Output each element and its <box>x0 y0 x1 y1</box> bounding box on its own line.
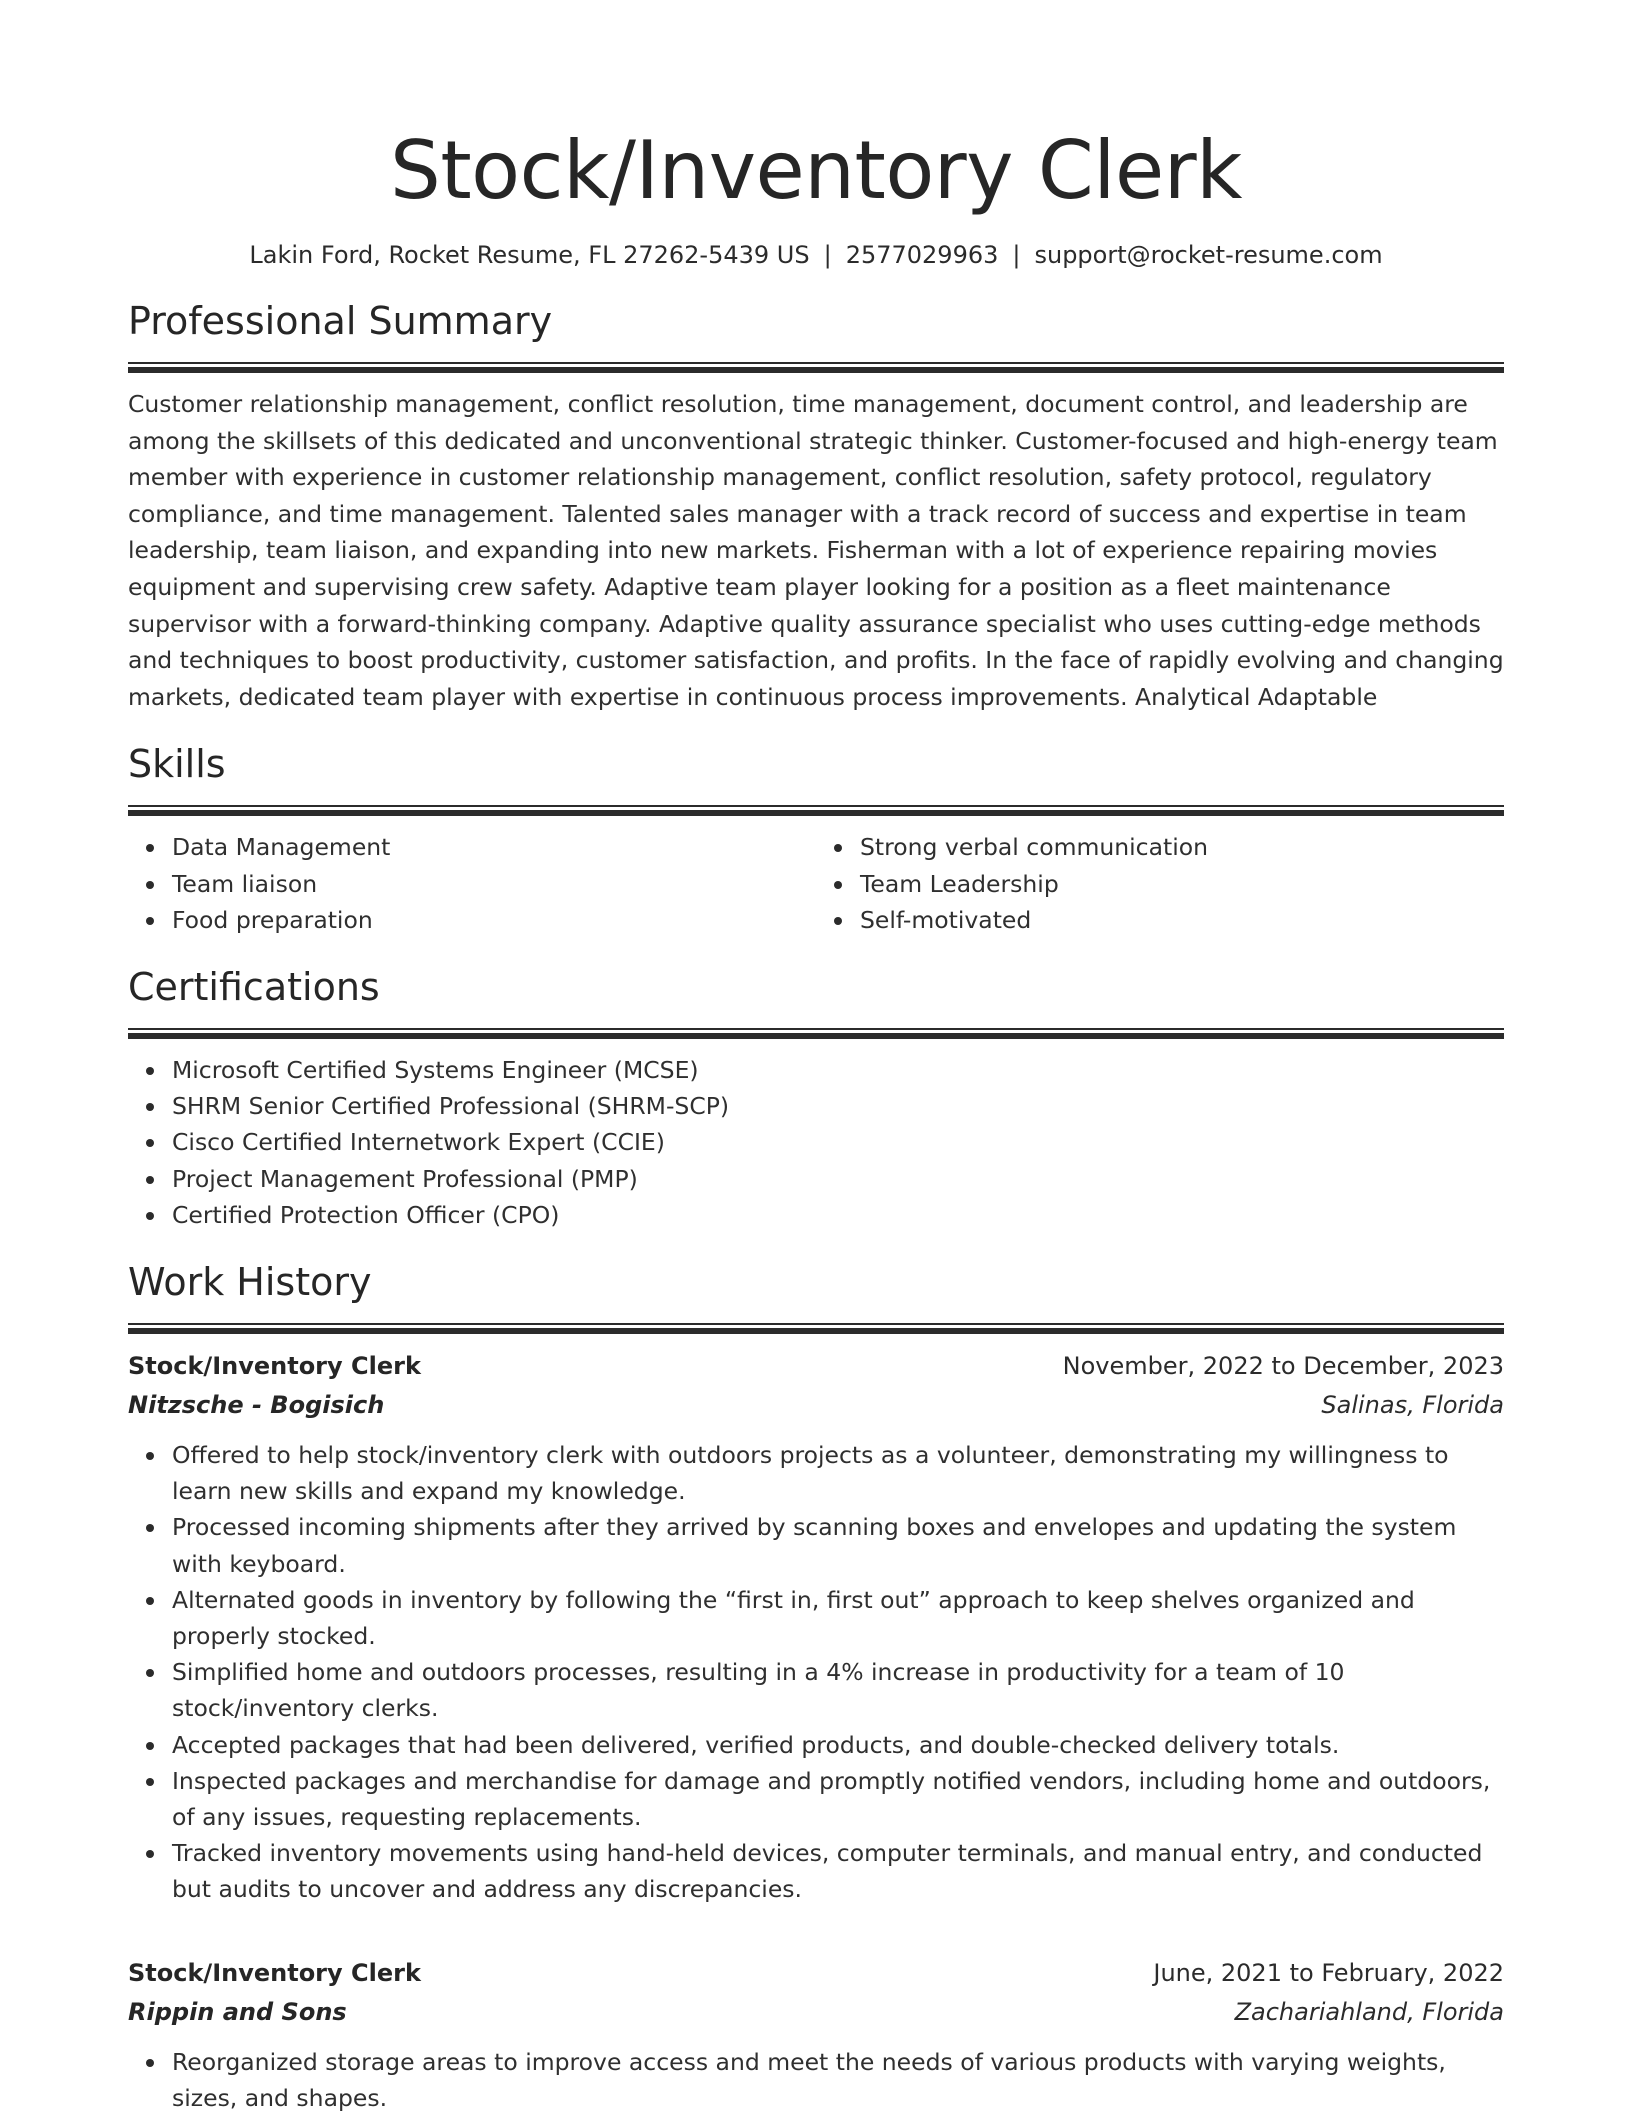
skill-item: Food preparation <box>172 902 816 938</box>
contact-separator: | <box>1012 241 1021 269</box>
section-title-work-history: Work History <box>128 1259 372 1304</box>
skill-item: Self-motivated <box>860 902 1504 938</box>
skill-item: Team liaison <box>172 866 816 902</box>
summary-text: Customer relationship management, conflict resolution, time management, document control, and leadership are among the skillsets of this dedicated and unconventional strategic thinker. Customer-focused and high-energy team member with experience in customer relationship management, conflict resolution, safety protocol, regulatory compliance, and time management. Talented sales manager with a track record of success and expertise in team leadership, team liaison, and expanding into new markets. Fisherman with a lot of experience repairing movies equipment and supervising crew safety. Adaptive team player looking for a position as a fleet maintenance supervisor with a forward-thinking company. Adaptive quality assurance specialist who uses cutting-edge methods and techniques to boost productivity, customer satisfaction, and profits. In the face of rapidly evolving and changing markets, dedicated team player with expertise in continuous process improvements. Analytical Adaptable <box>128 390 1504 711</box>
job-duties-list <box>128 2044 1504 2116</box>
job-duty-item: Processed incoming shipments after they arrived by scanning boxes and envelopes and updating the system with keyboard. <box>172 1509 1504 1581</box>
section-divider <box>128 1323 1504 1333</box>
job-duty-item: Reorganized storage areas to improve access and meet the needs of various products with varying weights, sizes, and shapes. <box>172 2044 1504 2116</box>
resume-title: Stock/Inventory Clerk <box>390 124 1242 217</box>
job-duty-item: Simplified home and outdoors processes, resulting in a 4% increase in productivity for a team of 10 stock/inventory clerks. <box>172 1654 1504 1726</box>
job-subheader-row <box>128 1992 1504 2032</box>
job-dates: June, 2021 to February, 2022 <box>1153 1958 1504 1987</box>
section-title-summary: Professional Summary <box>128 299 553 343</box>
section-work-history <box>128 1257 1504 2116</box>
job-header-row <box>128 1347 1504 1385</box>
contact-phone: 2577029963 <box>845 241 999 269</box>
job-title: Stock/Inventory Clerk <box>128 1958 421 1987</box>
job-title: Stock/Inventory Clerk <box>128 1351 421 1380</box>
job-duty-item: Tracked inventory movements using hand-held devices, computer terminals, and manual entry, and conducted but audits to uncover and address any discrepancies. <box>172 1835 1504 1907</box>
section-divider <box>128 805 1504 815</box>
section-title-skills: Skills <box>128 742 226 787</box>
job-location: Zachariahland, Florida <box>1234 1997 1504 2026</box>
skill-item: Team Leadership <box>860 866 1504 902</box>
contact-separator: | <box>823 241 832 269</box>
section-professional-summary <box>128 296 1504 715</box>
certification-item: SHRM Senior Certified Professional (SHRM-SCP) <box>172 1088 1504 1124</box>
section-skills <box>128 739 1504 938</box>
job-dates: November, 2022 to December, 2023 <box>1062 1351 1504 1380</box>
job-duty-item: Inspected packages and merchandise for damage and promptly notified vendors, including home and outdoors, of any issues, requesting replacements. <box>172 1763 1504 1835</box>
job-duties-list <box>128 1437 1504 1908</box>
certification-item: Project Management Professional (PMP) <box>172 1161 1504 1197</box>
job-duty-item: Offered to help stock/inventory clerk with outdoors projects as a volunteer, demonstrating my willingness to learn new skills and expand my knowledge. <box>172 1437 1504 1509</box>
job-duty-item: Alternated goods in inventory by following the “first in, first out” approach to keep shelves organized and properly stocked. <box>172 1582 1504 1654</box>
job-duty-item: Accepted packages that had been delivered, verified products, and double-checked delivery totals. <box>172 1727 1504 1763</box>
section-certifications <box>128 962 1504 1233</box>
skills-list-left <box>128 829 816 938</box>
skill-item: Strong verbal communication <box>860 829 1504 865</box>
contact-line <box>128 238 1504 272</box>
resume-page <box>128 0 1504 2116</box>
job-entry <box>128 1954 1504 2116</box>
certification-item: Microsoft Certified Systems Engineer (MCSE) <box>172 1052 1504 1088</box>
skill-item: Data Management <box>172 829 816 865</box>
section-divider <box>128 362 1504 372</box>
job-location: Salinas, Florida <box>1321 1390 1504 1419</box>
certification-item: Cisco Certified Internetwork Expert (CCIE) <box>172 1124 1504 1160</box>
job-company: Nitzsche - Bogisich <box>128 1390 385 1419</box>
certifications-list <box>128 1052 1504 1233</box>
job-entry <box>128 1347 1504 1908</box>
job-header-row <box>128 1954 1504 1992</box>
job-subheader-row <box>128 1385 1504 1425</box>
certification-item: Certified Protection Officer (CPO) <box>172 1197 1504 1233</box>
skills-grid <box>128 829 1504 938</box>
contact-address: Lakin Ford, Rocket Resume, FL 27262-5439 US <box>249 241 810 269</box>
job-company: Rippin and Sons <box>128 1997 347 2026</box>
section-title-certifications: Certifications <box>128 964 380 1009</box>
contact-email: support@rocket-resume.com <box>1034 241 1383 269</box>
section-divider <box>128 1028 1504 1038</box>
skills-list-right <box>816 829 1504 938</box>
